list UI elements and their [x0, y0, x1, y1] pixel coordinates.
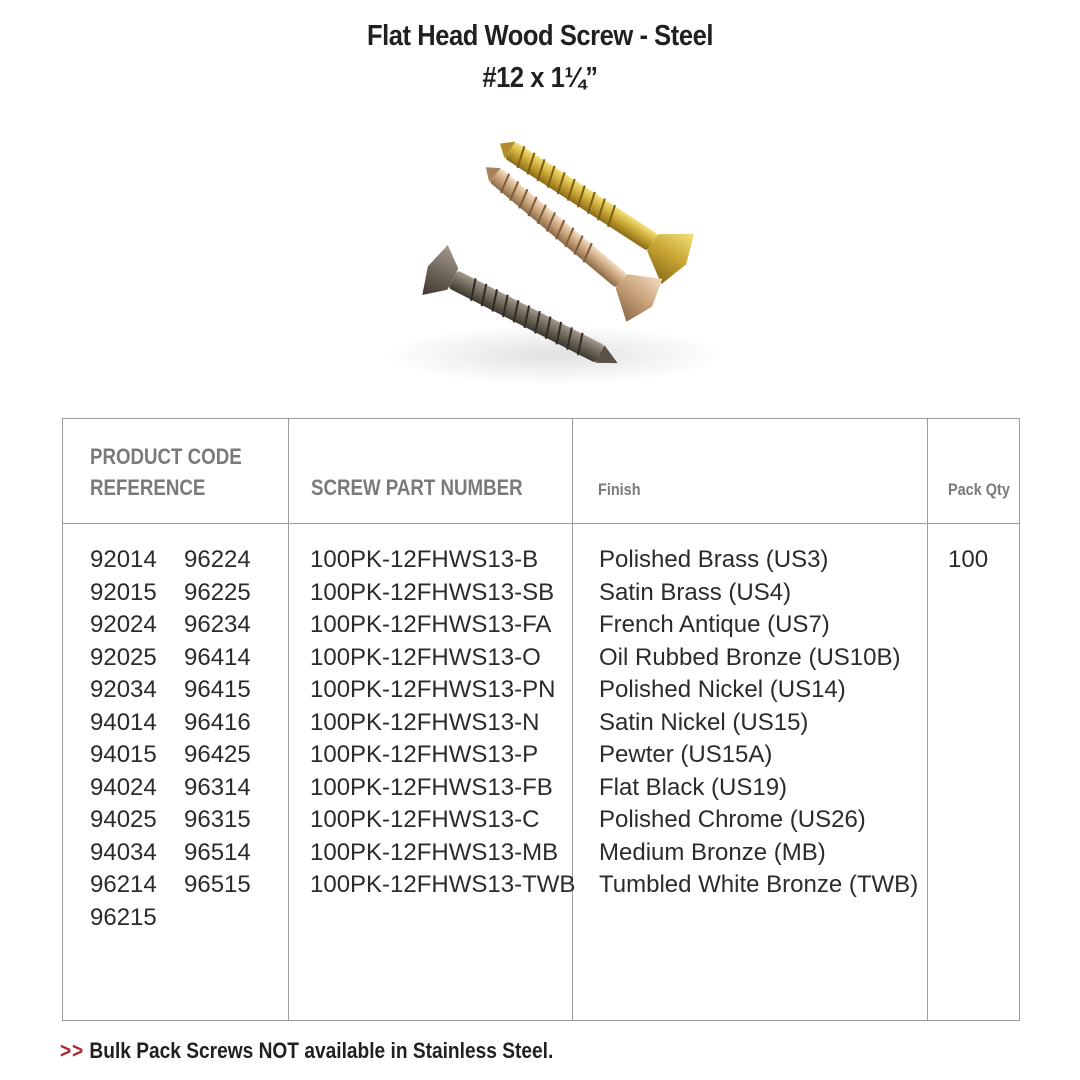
header-screw-part-number: SCREW PART NUMBER [311, 475, 523, 500]
product-code: 96415 [184, 676, 251, 703]
part-number: 100PK-12FHWS13-FA [310, 611, 552, 638]
part-number: 100PK-12FHWS13-TWB [310, 871, 576, 898]
product-code: 92024 [90, 611, 157, 638]
part-number: 100PK-12FHWS13-MB [310, 838, 559, 866]
product-code: 94034 [90, 838, 157, 866]
part-number: 100PK-12FHWS13-SB [310, 578, 555, 606]
finish-name: Satin Nickel (US15) [599, 708, 809, 736]
note-text: Bulk Pack Screws NOT available in Stainless Steel. [89, 1038, 554, 1063]
product-code: 96315 [184, 806, 251, 833]
header-divider [63, 523, 1019, 524]
product-codes-column-2 [184, 544, 251, 902]
finishes-column [599, 544, 918, 902]
product-code: 96314 [184, 773, 251, 801]
finish-name: Tumbled White Bronze (TWB) [599, 871, 919, 898]
finish-name: Pewter (US15A) [599, 741, 773, 768]
finish-name: Satin Brass (US4) [599, 578, 792, 606]
product-code: 96514 [184, 838, 251, 866]
footnote [60, 1038, 553, 1064]
part-number: 100PK-12FHWS13-B [310, 546, 539, 573]
finish-name: Polished Chrome (US26) [599, 806, 866, 833]
part-number: 100PK-12FHWS13-O [310, 643, 541, 671]
pack-qty-value: 100 [948, 546, 989, 573]
header-product-code-line1: PRODUCT CODE [90, 444, 242, 469]
product-code: 96414 [184, 643, 251, 671]
product-code: 92034 [90, 676, 157, 703]
column-divider [288, 419, 289, 1020]
product-code: 96215 [90, 903, 157, 931]
finish-name: Polished Brass (US3) [599, 546, 829, 573]
product-code: 94024 [90, 773, 157, 801]
part-number: 100PK-12FHWS13-C [310, 806, 540, 833]
finish-name: Oil Rubbed Bronze (US10B) [599, 643, 901, 671]
product-code: 92014 [90, 546, 157, 573]
column-divider [927, 419, 928, 1020]
part-number: 100PK-12FHWS13-P [310, 741, 539, 768]
part-number: 100PK-12FHWS13-N [310, 708, 540, 736]
product-code: 94015 [90, 741, 157, 768]
page-subtitle: #12 x 1¼” [482, 62, 598, 94]
finish-name: Polished Nickel (US14) [599, 676, 846, 703]
product-code: 96425 [184, 741, 251, 768]
product-code: 96234 [184, 611, 251, 638]
finish-name: Flat Black (US19) [599, 773, 788, 801]
finish-name: French Antique (US7) [599, 611, 830, 638]
header-finish: Finish [598, 480, 641, 499]
note-arrows: >> [60, 1038, 85, 1063]
screws-photo [340, 120, 760, 400]
product-code: 92025 [90, 643, 157, 671]
header-product-code-line2: REFERENCE [90, 475, 206, 500]
product-code: 92015 [90, 578, 157, 606]
header-product-code [90, 441, 242, 503]
product-code: 96214 [90, 871, 157, 898]
finish-name: Medium Bronze (MB) [599, 838, 826, 866]
product-code: 94014 [90, 708, 157, 736]
product-code: 94025 [90, 806, 157, 833]
product-code: 96225 [184, 578, 251, 606]
part-number: 100PK-12FHWS13-PN [310, 676, 556, 703]
product-code: 96416 [184, 708, 251, 736]
product-code: 96224 [184, 546, 251, 573]
page-title: Flat Head Wood Screw - Steel [366, 20, 713, 52]
header-pack-qty: Pack Qty [948, 480, 1010, 499]
part-numbers-column [310, 544, 575, 902]
product-code: 96515 [184, 871, 251, 898]
product-codes-column-1 [90, 544, 157, 934]
part-number: 100PK-12FHWS13-FB [310, 773, 553, 801]
product-table [62, 418, 1020, 1021]
